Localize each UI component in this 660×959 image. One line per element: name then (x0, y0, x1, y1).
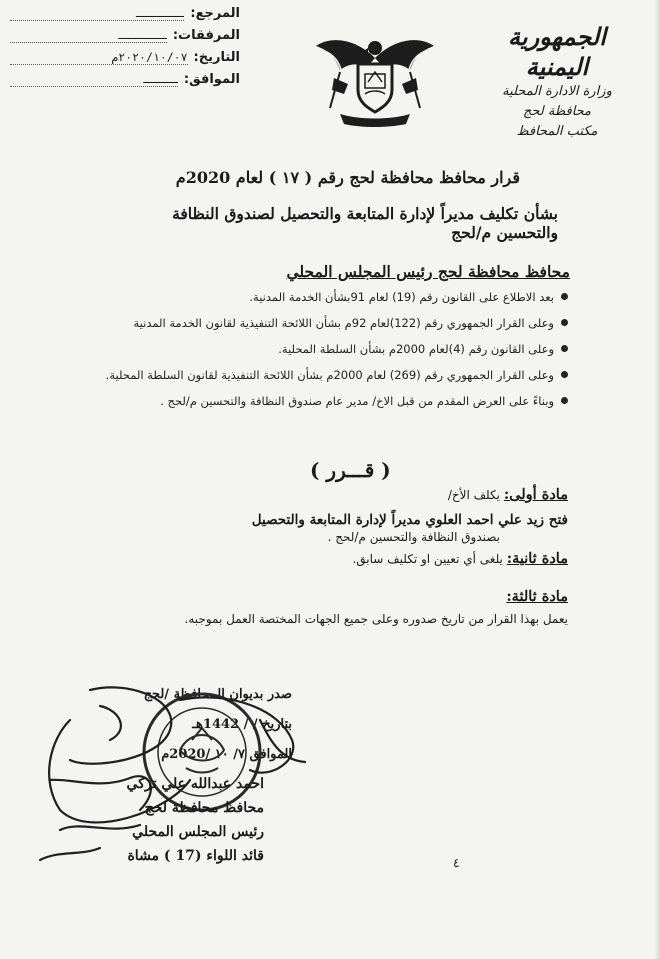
date-value: ٢٠٢٠/١٠/٠٧م (10, 50, 188, 65)
article-3-heading: مادة ثالثة: (506, 588, 568, 605)
hijri-date-label: الموافق: (183, 72, 240, 87)
hijri-date-value: ـــــ (10, 72, 178, 87)
date-label: التاريخ: (193, 50, 240, 65)
signatory-title-1: محافظ محافظة لحج (144, 800, 264, 816)
bullet-icon (561, 345, 568, 352)
signatory-title-3: قائد اللواء (17 ) مشاة (127, 848, 264, 864)
gregorian-issue-date: الموافق ٧/ ١٠ /2020م (161, 747, 292, 762)
list-item: وعلى القرار الجمهوري رقم (269) لعام 2000م بشأن اللائحة التنفيذية لقانون السلطة المحلية. (88, 362, 568, 388)
article-1-name: فتح زيد علي احمد العلوي مديراً لإدارة المتابعة والتحصيل (251, 512, 568, 528)
attachments-row (10, 28, 240, 50)
letterhead-right (482, 22, 632, 142)
hijri-issue-date: بتاريخ / / 1442هـ (192, 717, 292, 732)
decided-heading: ( قـــرر ) (310, 458, 391, 482)
list-item: وعلى القرار الجمهوري رقم (122)لعام 92م بشأن اللائحة التنفيذية لقانون الخدمة المدنية (88, 310, 568, 336)
office-name: مكتب المحافظ (516, 124, 598, 139)
article-2 (98, 548, 568, 570)
republic-emblem-icon (310, 28, 440, 128)
signatory-title-2: رئيس المجلس المحلي (132, 824, 264, 840)
letterhead-left (10, 6, 240, 94)
article-2-text: يلغى أي تعيين او تكليف سابق. (352, 552, 503, 566)
list-item: وبناءً على العرض المقدم من قبل الاخ/ مدير عام صندوق النظافة والتحسين م/لحج . (88, 388, 568, 414)
article-1-text: يكلف الأخ/ (447, 488, 500, 502)
article-1-heading: مادة أولى: (503, 486, 568, 503)
bullet-icon (561, 371, 568, 378)
page-number: ٤ (453, 856, 460, 870)
decision-subject: بشأن تكليف مديراً لإدارة المتابعة والتحصيل لصندوق النظافة والتحسين م/لحج (172, 204, 558, 242)
governorate-name: محافظة لحج (522, 104, 592, 119)
bullet-icon (561, 293, 568, 300)
list-item: بعد الاطلاع على القانون رقم (19) لعام 91بشأن الخدمة المدنية. (88, 284, 568, 310)
ministry-name: وزارة الادارة المحلية (502, 84, 612, 99)
scan-edge (654, 0, 660, 959)
signatory-block (104, 772, 264, 868)
article-3-text: يعمل بهذا القرار من تاريخ صدوره وعلى جميع الجهات المختصة العمل بموجبه. (184, 612, 568, 626)
attachments-label: المرفقات: (172, 28, 240, 43)
country-name: الجمهورية اليمنية (508, 22, 606, 81)
article-1-continuation: بصندوق النظافة والتحسين م/لحج . (327, 530, 500, 544)
article-1 (98, 484, 568, 506)
bullet-icon (561, 319, 568, 326)
article-2-heading: مادة ثانية: (506, 550, 568, 567)
reference-row (10, 6, 240, 28)
preamble-list (88, 284, 568, 414)
governor-heading: محافظ محافظة لحج رئيس المجلس المحلي (286, 262, 570, 281)
hijri-date-row (10, 72, 240, 94)
article-3 (98, 586, 568, 608)
issued-at: صدر بديوان المحافظة /لحج (143, 687, 292, 702)
reference-label: المرجع: (190, 6, 240, 21)
bullet-icon (561, 397, 568, 404)
date-row (10, 50, 240, 72)
list-item: وعلى القانون رقم (4)لعام 2000م بشأن السلطة المحلية. (88, 336, 568, 362)
attachments-value: ـــــــ (10, 28, 167, 43)
signatory-name: احمد عبدالله علي تركي (126, 776, 264, 792)
reference-value: ـــــــ (10, 6, 184, 21)
decision-title: قرار محافظ محافظة لحج رقم ( ١٧ ) لعام 2020م (175, 168, 520, 187)
